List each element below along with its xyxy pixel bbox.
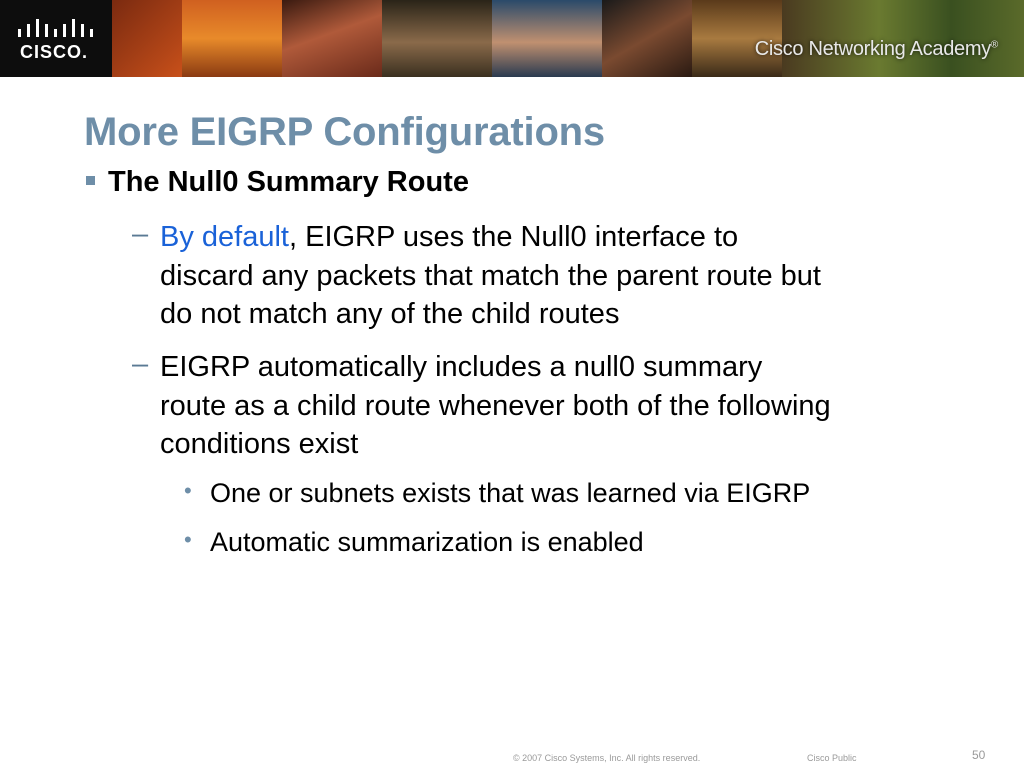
academy-logo-text: [755, 38, 998, 61]
slide-title: More EIGRP Configurations: [84, 110, 605, 154]
footer-copyright: © 2007 Cisco Systems, Inc. All rights reserved.: [513, 753, 701, 763]
banner-photo-4: [382, 0, 492, 77]
point2-line3: conditions exist: [160, 428, 359, 460]
highlight-text: By default: [160, 221, 289, 253]
cisco-logo: [0, 0, 112, 77]
point1-line2: discard any packets that match the parent route but: [160, 259, 821, 292]
point1-line3: do not match any of the child routes: [160, 298, 620, 330]
sub-bullet-1-text: One or subnets exists that was learned via EIGRP: [210, 478, 811, 508]
point2-line1: EIGRP automatically includes a null0 summary: [160, 351, 763, 383]
footer-classification: Cisco Public: [807, 753, 857, 763]
cisco-bars-icon: [18, 19, 94, 39]
banner-photo-1: [112, 0, 182, 77]
sub-bullet-2-text: Automatic summarization is enabled: [210, 527, 644, 557]
banner-photo-5: [492, 0, 602, 77]
banner-photo-3: [282, 0, 382, 77]
section-heading-text: The Null0 Summary Route: [108, 166, 469, 198]
dash-bullet-icon: –: [132, 348, 149, 380]
bullet-point-2-text: [160, 348, 960, 464]
banner-photo-2: [182, 0, 282, 77]
dash-bullet-icon: –: [132, 218, 149, 250]
header-banner: [0, 0, 1024, 77]
point2-line2: route as a child route whenever both of the following: [160, 389, 831, 422]
square-bullet-icon: [86, 176, 95, 185]
registered-mark: ®: [990, 39, 998, 51]
cisco-logo-text: CISCO.: [20, 42, 89, 62]
dot-bullet-icon: •: [184, 478, 192, 503]
academy-name: Cisco Networking Academy: [754, 38, 991, 60]
point1-line1: , EIGRP uses the Null0 interface to: [288, 221, 739, 253]
page-number: 50: [972, 748, 986, 762]
dot-bullet-icon: •: [184, 527, 192, 552]
banner-photo-6: [602, 0, 692, 77]
bullet-point-1-text: [160, 218, 960, 334]
